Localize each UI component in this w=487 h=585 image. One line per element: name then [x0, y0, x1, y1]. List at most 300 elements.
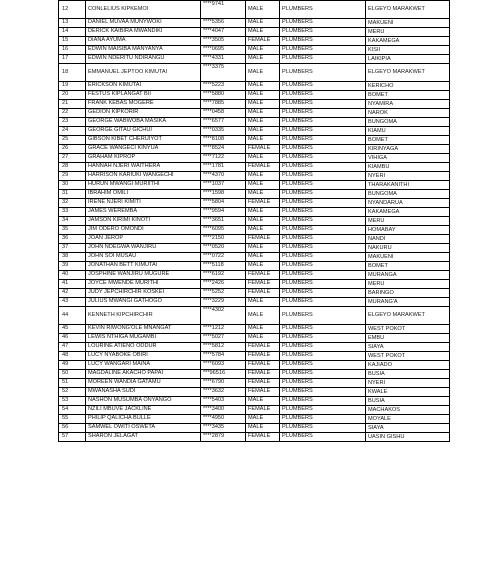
- id-number-cell: ****0695: [201, 46, 246, 55]
- name-cell: GIBSON KIBET CHERUIYOT: [86, 136, 201, 145]
- row-number-cell: 48: [59, 352, 86, 361]
- gender-cell: MALE: [246, 190, 280, 199]
- county-cell: KAKAMEGA: [366, 208, 450, 217]
- name-cell: JOHN SOI MUSAU: [86, 253, 201, 262]
- gender-cell: FEMALE: [246, 163, 280, 172]
- row-number-cell: 57: [59, 433, 86, 442]
- table-row: [59, 424, 450, 433]
- id-number-cell: ****8108: [201, 136, 246, 145]
- id-number-cell: ****3505: [201, 37, 246, 46]
- row-number-cell: 22: [59, 109, 86, 118]
- trade-cell: PLUMBERS: [280, 406, 366, 415]
- county-cell: NAROK: [366, 109, 450, 118]
- row-number-cell: 38: [59, 253, 86, 262]
- table-row: [59, 172, 450, 181]
- county-cell: BUNGOMA: [366, 190, 450, 199]
- name-cell: EMMANUEL JEPTOO KIMUTAI: [86, 64, 201, 82]
- county-cell: NYANDARUA: [366, 199, 450, 208]
- id-number-cell: ****6093: [201, 361, 246, 370]
- trade-cell: PLUMBERS: [280, 298, 366, 307]
- table-row: [59, 271, 450, 280]
- trade-cell: PLUMBERS: [280, 244, 366, 253]
- row-number-cell: 18: [59, 64, 86, 82]
- name-cell: MWANASHA SUDI: [86, 388, 201, 397]
- gender-cell: FEMALE: [246, 379, 280, 388]
- table-row: [59, 181, 450, 190]
- trade-cell: PLUMBERS: [280, 262, 366, 271]
- trade-cell: PLUMBERS: [280, 1, 366, 19]
- county-cell: BOMET: [366, 136, 450, 145]
- table-row: [59, 325, 450, 334]
- id-number-cell: ****4950: [201, 415, 246, 424]
- name-cell: GEORGE WABWOBA MASIKA: [86, 118, 201, 127]
- id-number-cell: ****0520: [201, 244, 246, 253]
- gender-cell: MALE: [246, 19, 280, 28]
- table-row: [59, 343, 450, 352]
- name-cell: IBRAHIM OMILI: [86, 190, 201, 199]
- row-number-cell: 33: [59, 208, 86, 217]
- row-number-cell: 45: [59, 325, 86, 334]
- row-number-cell: 31: [59, 190, 86, 199]
- name-cell: LUCY NYABOKE OBIRI: [86, 352, 201, 361]
- table-row: [59, 37, 450, 46]
- trade-cell: PLUMBERS: [280, 433, 366, 442]
- trade-cell: PLUMBERS: [280, 397, 366, 406]
- county-cell: MAKUENI: [366, 253, 450, 262]
- row-number-cell: 47: [59, 343, 86, 352]
- table-row: [59, 118, 450, 127]
- table-row: [59, 82, 450, 91]
- name-cell: GEDION KIPKORIR: [86, 109, 201, 118]
- county-cell: MERU: [366, 217, 450, 226]
- name-cell: LUCY WANGARI MAINA: [86, 361, 201, 370]
- table-row: [59, 19, 450, 28]
- name-cell: DERICK KAIBIRA MWANDIKI: [86, 28, 201, 37]
- row-number-cell: 25: [59, 136, 86, 145]
- gender-cell: FEMALE: [246, 406, 280, 415]
- county-cell: MAKUENI: [366, 19, 450, 28]
- table-row: [59, 100, 450, 109]
- name-cell: GRAHAM KIPROP: [86, 154, 201, 163]
- id-number-cell: ****1781: [201, 163, 246, 172]
- county-cell: ELGEYO MARAKWET: [366, 307, 450, 325]
- row-number-cell: 55: [59, 415, 86, 424]
- trade-cell: PLUMBERS: [280, 55, 366, 64]
- trade-cell: PLUMBERS: [280, 28, 366, 37]
- name-cell: JOYCE MWENDE MURITHI: [86, 280, 201, 289]
- name-cell: MAGDALINE AKACHO PAPAI: [86, 370, 201, 379]
- table-row: [59, 406, 450, 415]
- trade-cell: PLUMBERS: [280, 136, 366, 145]
- trade-cell: PLUMBERS: [280, 91, 366, 100]
- row-number-cell: 19: [59, 82, 86, 91]
- row-number-cell: 24: [59, 127, 86, 136]
- row-number-cell: 27: [59, 154, 86, 163]
- name-cell: JAMES WEREMBA: [86, 208, 201, 217]
- gender-cell: MALE: [246, 424, 280, 433]
- county-cell: VIHIGA: [366, 154, 450, 163]
- gender-cell: FEMALE: [246, 235, 280, 244]
- county-cell: BOMET: [366, 262, 450, 271]
- id-number-cell: ****1212: [201, 325, 246, 334]
- table-body: [59, 1, 450, 442]
- row-number-cell: 49: [59, 361, 86, 370]
- row-number-cell: 32: [59, 199, 86, 208]
- trade-cell: PLUMBERS: [280, 19, 366, 28]
- id-number-cell: ****6095: [201, 226, 246, 235]
- id-number-cell: ****7885: [201, 100, 246, 109]
- county-cell: KWALE: [366, 388, 450, 397]
- row-number-cell: 28: [59, 163, 86, 172]
- id-number-cell: ****5812: [201, 343, 246, 352]
- id-number-cell: ****3632: [201, 388, 246, 397]
- table-row: [59, 28, 450, 37]
- county-cell: NAKURU: [366, 244, 450, 253]
- table-row: [59, 289, 450, 298]
- row-number-cell: 37: [59, 244, 86, 253]
- id-number-cell: ****0722: [201, 253, 246, 262]
- trade-cell: PLUMBERS: [280, 118, 366, 127]
- county-cell: WEST POKOT: [366, 325, 450, 334]
- county-cell: MERU: [366, 28, 450, 37]
- gender-cell: FEMALE: [246, 352, 280, 361]
- county-cell: WEST POKOT: [366, 352, 450, 361]
- row-number-cell: 53: [59, 397, 86, 406]
- table-row: [59, 352, 450, 361]
- table-row: [59, 1, 450, 19]
- name-cell: FESTUS KIPLANGAT BII: [86, 91, 201, 100]
- id-number-cell: ****6790: [201, 379, 246, 388]
- row-number-cell: 30: [59, 181, 86, 190]
- id-number-cell: ****5403: [201, 397, 246, 406]
- trade-cell: PLUMBERS: [280, 235, 366, 244]
- table-row: [59, 397, 450, 406]
- gender-cell: MALE: [246, 91, 280, 100]
- name-cell: SHARON JELAGAT: [86, 433, 201, 442]
- row-number-cell: 51: [59, 379, 86, 388]
- trade-cell: PLUMBERS: [280, 46, 366, 55]
- name-cell: ERICKSON KIMUTAI: [86, 82, 201, 91]
- county-cell: EMBU: [366, 334, 450, 343]
- name-cell: MOREEN WANDIA GATAMU: [86, 379, 201, 388]
- trade-cell: PLUMBERS: [280, 37, 366, 46]
- id-number-cell: ****6577: [201, 118, 246, 127]
- county-cell: SIAYA: [366, 343, 450, 352]
- gender-cell: MALE: [246, 307, 280, 325]
- id-number-cell: ****4047: [201, 28, 246, 37]
- gender-cell: FEMALE: [246, 280, 280, 289]
- id-number-cell: ****5784: [201, 352, 246, 361]
- row-number-cell: 35: [59, 226, 86, 235]
- county-cell: KISII: [366, 46, 450, 55]
- table-row: [59, 280, 450, 289]
- name-cell: LOURINE ATIENO ODDUR: [86, 343, 201, 352]
- gender-cell: MALE: [246, 181, 280, 190]
- id-number-cell: ****5223: [201, 82, 246, 91]
- name-cell: JUDY JEPCHIRCHIR KOSKEI: [86, 289, 201, 298]
- id-number-cell: ****6192: [201, 271, 246, 280]
- county-cell: KIAMBU: [366, 163, 450, 172]
- trade-cell: PLUMBERS: [280, 172, 366, 181]
- gender-cell: FEMALE: [246, 361, 280, 370]
- trade-cell: PLUMBERS: [280, 370, 366, 379]
- gender-cell: MALE: [246, 109, 280, 118]
- row-number-cell: 44: [59, 307, 86, 325]
- name-cell: JULIUS MWANGI GATHOGO: [86, 298, 201, 307]
- table-row: [59, 226, 450, 235]
- name-cell: DANIEL MUVAA MUNYWOKI: [86, 19, 201, 28]
- row-number-cell: 52: [59, 388, 86, 397]
- table-row: [59, 208, 450, 217]
- name-cell: PHILIP QALICHA BULLE: [86, 415, 201, 424]
- trade-cell: PLUMBERS: [280, 334, 366, 343]
- trade-cell: PLUMBERS: [280, 154, 366, 163]
- gender-cell: MALE: [246, 325, 280, 334]
- county-cell: ELGEYO MARAKWET: [366, 1, 450, 19]
- name-cell: EDWIN MAISIBA MANYANYA: [86, 46, 201, 55]
- gender-cell: FEMALE: [246, 199, 280, 208]
- table-row: [59, 109, 450, 118]
- id-number-cell: ****5118: [201, 262, 246, 271]
- county-cell: MOYALE: [366, 415, 450, 424]
- name-cell: KENNETH KIPCHIRCHIR: [86, 307, 201, 325]
- name-cell: JOSPHINE WANJIRU MUGURE: [86, 271, 201, 280]
- row-number-cell: 20: [59, 91, 86, 100]
- county-cell: BUNGOMA: [366, 118, 450, 127]
- county-cell: KAKAMEGA: [366, 37, 450, 46]
- name-cell: GEORGE GITAU GICHUI: [86, 127, 201, 136]
- trade-cell: PLUMBERS: [280, 379, 366, 388]
- trade-cell: PLUMBERS: [280, 280, 366, 289]
- name-cell: JONATHAN BETT KIMUTAI: [86, 262, 201, 271]
- table-row: [59, 199, 450, 208]
- table-row: [59, 307, 450, 325]
- county-cell: MERU: [366, 280, 450, 289]
- county-cell: SIAYA: [366, 424, 450, 433]
- trade-cell: PLUMBERS: [280, 64, 366, 82]
- trade-cell: PLUMBERS: [280, 253, 366, 262]
- gender-cell: MALE: [246, 262, 280, 271]
- row-number-cell: 54: [59, 406, 86, 415]
- id-number-cell: ****3375: [201, 64, 246, 82]
- trade-cell: PLUMBERS: [280, 163, 366, 172]
- name-cell: EDWIN NDERITU NDIRANGU: [86, 55, 201, 64]
- row-number-cell: 56: [59, 424, 86, 433]
- name-cell: JOAN JEROP: [86, 235, 201, 244]
- county-cell: MACHAKOS: [366, 406, 450, 415]
- row-number-cell: 29: [59, 172, 86, 181]
- table-row: [59, 370, 450, 379]
- gender-cell: MALE: [246, 154, 280, 163]
- id-number-cell: ****5804: [201, 199, 246, 208]
- name-cell: LEWIS NTHIGA MUGAMBI: [86, 334, 201, 343]
- gender-cell: MALE: [246, 28, 280, 37]
- gender-cell: MALE: [246, 1, 280, 19]
- gender-cell: FEMALE: [246, 433, 280, 442]
- row-number-cell: 39: [59, 262, 86, 271]
- id-number-cell: ****2150: [201, 235, 246, 244]
- row-number-cell: 16: [59, 46, 86, 55]
- plumbers-list-table: [58, 0, 450, 442]
- trade-cell: PLUMBERS: [280, 343, 366, 352]
- table-row: [59, 55, 450, 64]
- row-number-cell: 15: [59, 37, 86, 46]
- name-cell: NASHON MUSUMBA ONYANGO: [86, 397, 201, 406]
- trade-cell: PLUMBERS: [280, 208, 366, 217]
- county-cell: ELGEYO MARAKWET: [366, 64, 450, 82]
- county-cell: KIRINYAGA: [366, 145, 450, 154]
- gender-cell: MALE: [246, 172, 280, 181]
- row-number-cell: 26: [59, 145, 86, 154]
- table-row: [59, 190, 450, 199]
- table-row: [59, 46, 450, 55]
- gender-cell: MALE: [246, 415, 280, 424]
- table-row: [59, 163, 450, 172]
- id-number-cell: ****3651: [201, 217, 246, 226]
- trade-cell: PLUMBERS: [280, 325, 366, 334]
- county-cell: BUSIA: [366, 370, 450, 379]
- trade-cell: PLUMBERS: [280, 352, 366, 361]
- gender-cell: MALE: [246, 82, 280, 91]
- county-cell: KIAMU: [366, 127, 450, 136]
- name-cell: JIM ODERO OMONDI: [86, 226, 201, 235]
- row-number-cell: 41: [59, 280, 86, 289]
- id-number-cell: ****9741: [201, 1, 246, 19]
- gender-cell: MALE: [246, 100, 280, 109]
- gender-cell: MALE: [246, 334, 280, 343]
- table-row: [59, 388, 450, 397]
- row-number-cell: 34: [59, 217, 86, 226]
- table-row: [59, 415, 450, 424]
- trade-cell: PLUMBERS: [280, 145, 366, 154]
- gender-cell: MALE: [246, 55, 280, 64]
- id-number-cell: ****2879: [201, 433, 246, 442]
- id-number-cell: ****4302: [201, 307, 246, 325]
- county-cell: KAJIADO: [366, 361, 450, 370]
- gender-cell: FEMALE: [246, 388, 280, 397]
- trade-cell: PLUMBERS: [280, 181, 366, 190]
- gender-cell: FEMALE: [246, 370, 280, 379]
- id-number-cell: ****5356: [201, 19, 246, 28]
- row-number-cell: 42: [59, 289, 86, 298]
- gender-cell: FEMALE: [246, 289, 280, 298]
- id-number-cell: ****4331: [201, 55, 246, 64]
- table-row: [59, 91, 450, 100]
- gender-cell: FEMALE: [246, 343, 280, 352]
- trade-cell: PLUMBERS: [280, 388, 366, 397]
- name-cell: HARRISON KARIUKI WANGECHI: [86, 172, 201, 181]
- gender-cell: MALE: [246, 46, 280, 55]
- name-cell: SAMWEL OWITI OSWETA: [86, 424, 201, 433]
- name-cell: HANNAH NJERI WAITHERA: [86, 163, 201, 172]
- name-cell: IRENE NJERI KIMITI: [86, 199, 201, 208]
- name-cell: FRANK KEBAS MOGERE: [86, 100, 201, 109]
- county-cell: BARINGO: [366, 289, 450, 298]
- county-cell: BOMET: [366, 91, 450, 100]
- table-row: [59, 136, 450, 145]
- row-number-cell: 50: [59, 370, 86, 379]
- row-number-cell: 21: [59, 100, 86, 109]
- id-number-cell: ****7122: [201, 154, 246, 163]
- name-cell: KEVIN RIWONG'OLE MNANGAT: [86, 325, 201, 334]
- table-row: [59, 334, 450, 343]
- id-number-cell: ****3435: [201, 424, 246, 433]
- name-cell: NZILI MBUVE JACKLINE: [86, 406, 201, 415]
- id-number-cell: ****0335: [201, 127, 246, 136]
- table-row: [59, 127, 450, 136]
- table-row: [59, 217, 450, 226]
- row-number-cell: 23: [59, 118, 86, 127]
- table-row: [59, 235, 450, 244]
- county-cell: LAIKIPIA: [366, 55, 450, 64]
- table-row: [59, 361, 450, 370]
- name-cell: GRACE WANGECI KINYUA: [86, 145, 201, 154]
- gender-cell: MALE: [246, 298, 280, 307]
- gender-cell: FEMALE: [246, 37, 280, 46]
- trade-cell: PLUMBERS: [280, 217, 366, 226]
- id-number-cell: ****3229: [201, 298, 246, 307]
- county-cell: HOMABAY: [366, 226, 450, 235]
- id-number-cell: ****9594: [201, 208, 246, 217]
- id-number-cell: ****2426: [201, 280, 246, 289]
- id-number-cell: ****1598: [201, 190, 246, 199]
- plumbers-table-wrapper: [58, 0, 449, 442]
- trade-cell: PLUMBERS: [280, 271, 366, 280]
- trade-cell: PLUMBERS: [280, 361, 366, 370]
- county-cell: MURANGA: [366, 271, 450, 280]
- table-row: [59, 379, 450, 388]
- trade-cell: PLUMBERS: [280, 190, 366, 199]
- trade-cell: PLUMBERS: [280, 100, 366, 109]
- id-number-cell: ****5880: [201, 91, 246, 100]
- id-number-cell: ****3400: [201, 406, 246, 415]
- trade-cell: PLUMBERS: [280, 127, 366, 136]
- county-cell: THARAKANITHI: [366, 181, 450, 190]
- row-number-cell: 14: [59, 28, 86, 37]
- gender-cell: MALE: [246, 118, 280, 127]
- gender-cell: MALE: [246, 136, 280, 145]
- name-cell: JAMSON KIRIMI KINOTI: [86, 217, 201, 226]
- table-row: [59, 145, 450, 154]
- row-number-cell: 40: [59, 271, 86, 280]
- trade-cell: PLUMBERS: [280, 199, 366, 208]
- row-number-cell: 12: [59, 1, 86, 19]
- gender-cell: MALE: [246, 253, 280, 262]
- trade-cell: PLUMBERS: [280, 307, 366, 325]
- trade-cell: PLUMBERS: [280, 289, 366, 298]
- table-row: [59, 64, 450, 82]
- county-cell: BUSIA: [366, 397, 450, 406]
- name-cell: HURUN MWANGI MURIITHI: [86, 181, 201, 190]
- county-cell: NYERI: [366, 379, 450, 388]
- gender-cell: FEMALE: [246, 271, 280, 280]
- id-number-cell: ****1037: [201, 181, 246, 190]
- id-number-cell: ****4370: [201, 172, 246, 181]
- row-number-cell: 13: [59, 19, 86, 28]
- gender-cell: MALE: [246, 217, 280, 226]
- table-row: [59, 244, 450, 253]
- trade-cell: PLUMBERS: [280, 82, 366, 91]
- name-cell: JOHN NDEGWA WANJIRU: [86, 244, 201, 253]
- gender-cell: MALE: [246, 208, 280, 217]
- trade-cell: PLUMBERS: [280, 226, 366, 235]
- row-number-cell: 17: [59, 55, 86, 64]
- county-cell: UASIN GISHU: [366, 433, 450, 442]
- name-cell: DIANA AYUMA: [86, 37, 201, 46]
- id-number-cell: ****5027: [201, 334, 246, 343]
- gender-cell: MALE: [246, 397, 280, 406]
- table-row: [59, 253, 450, 262]
